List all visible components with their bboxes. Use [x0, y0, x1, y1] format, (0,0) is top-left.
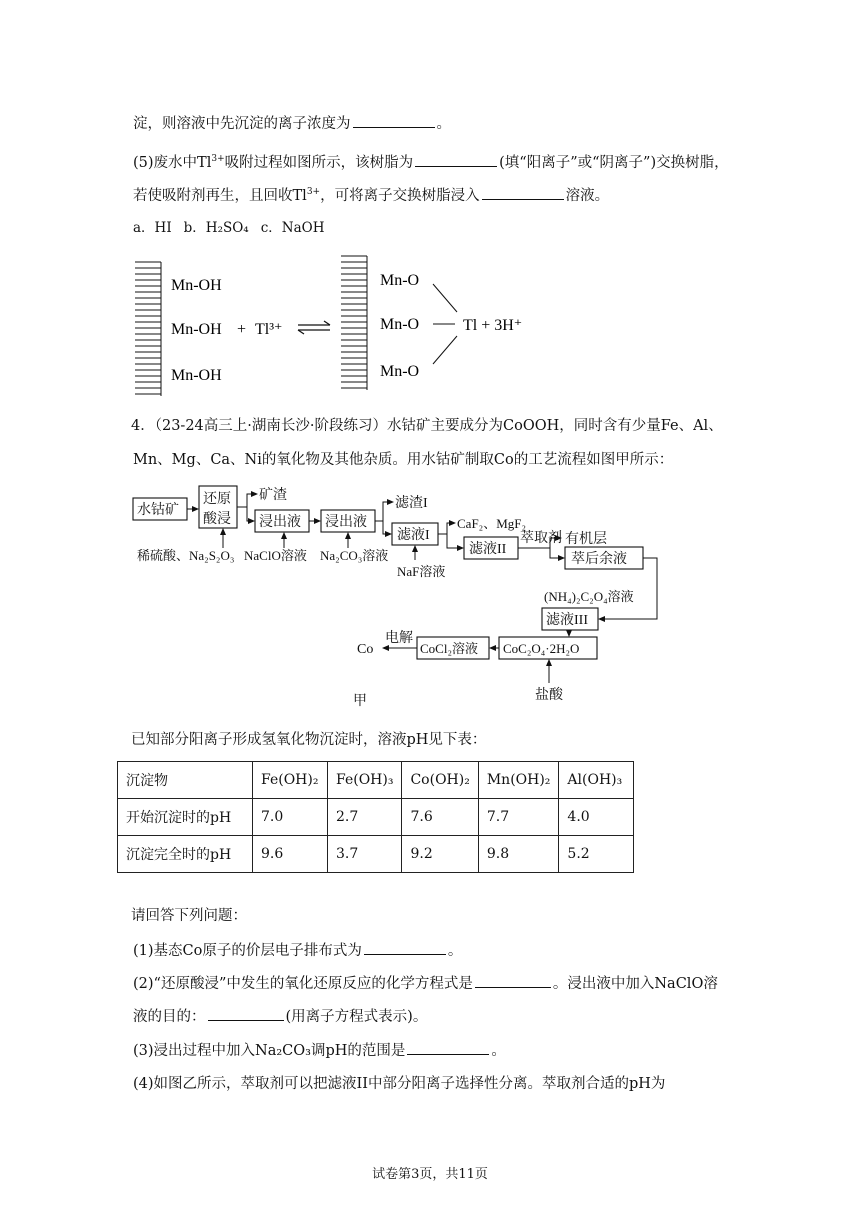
text: 溶液。 — [565, 187, 610, 204]
label-caf: CaF₂、MgF₂ — [457, 516, 527, 531]
q5-line1 — [133, 149, 729, 173]
q4-line2: Mn、Mg、Ca、Ni的氧化物及其他杂质。用水钴矿制取Co的工艺流程如图甲所示： — [133, 452, 674, 468]
label-extractant: 萃取剂 — [520, 531, 562, 546]
text: Tl — [197, 154, 212, 171]
plus-sign: + — [237, 321, 247, 338]
label-raffinate: 萃后余液 — [571, 552, 627, 567]
text: (填“阳离子”或“阴离子”)交换树脂， — [499, 154, 729, 171]
label-na2co3: Na₂CO₃溶液 — [320, 548, 389, 563]
q3 — [133, 1040, 506, 1061]
table-cell: Fe(OH)₂ — [253, 762, 328, 799]
label-chloride: CoCl₂溶液 — [420, 641, 478, 656]
label-reduce-1: 还原 — [203, 492, 231, 507]
q-prev-line1 — [133, 113, 451, 134]
label-naf: NaF溶液 — [397, 564, 446, 579]
answer-blank[interactable] — [407, 1040, 489, 1055]
label-hcl: 盐酸 — [535, 688, 563, 703]
right-group-3: Mn-O — [380, 363, 420, 380]
label-acid: 稀硫酸、Na₂S₂O₃ — [137, 548, 235, 563]
q2-line2 — [133, 1006, 427, 1027]
label-co: Co — [357, 642, 374, 657]
table-cell: 4.0 — [559, 799, 634, 836]
q5-line2 — [133, 182, 609, 206]
product: Tl + 3H⁺ — [463, 317, 523, 334]
text: 。 — [436, 116, 451, 132]
bond-lines — [433, 284, 457, 364]
process-flowchart — [125, 480, 665, 710]
resin-right-hatch — [341, 256, 367, 390]
ph-table — [117, 761, 634, 873]
label-slag: 矿渣 — [259, 488, 287, 503]
table-cell: 沉淀完全时的pH — [118, 836, 253, 873]
tl-ion: Tl³⁺ — [255, 321, 283, 338]
table-cell: Co(OH)₂ — [402, 762, 478, 799]
left-group-1: Mn-OH — [171, 277, 222, 294]
table-cell: 5.2 — [559, 836, 634, 873]
table-cell: 7.7 — [478, 799, 559, 836]
text: (1)基态Co原子的价层电子排布式为 — [133, 943, 362, 959]
table-cell: 3.7 — [328, 836, 402, 873]
label-leach2: 浸出液 — [325, 515, 367, 530]
label-reduce-2: 酸浸 — [203, 512, 231, 527]
label-filtrate2: 滤液II — [469, 542, 507, 557]
table-cell: 7.0 — [253, 799, 328, 836]
label-oxalate: CoC₂O₄·2H₂O — [503, 641, 580, 656]
table-cell: Mn(OH)₂ — [478, 762, 559, 799]
text: (3)浸出过程中加入Na₂CO₃调pH的范围是 — [133, 1043, 406, 1059]
text: (2)“还原酸浸”中发生的氧化还原反应的化学方程式是 — [133, 976, 473, 992]
answer-blank[interactable] — [208, 1006, 284, 1021]
table-header-row — [118, 762, 634, 799]
table-cell: 沉淀物 — [118, 762, 253, 799]
text: (用离子方程式表示)。 — [285, 1009, 428, 1025]
table-cell: 2.7 — [328, 799, 402, 836]
q2-line1 — [133, 973, 718, 994]
option-b[interactable]: b．H₂SO₄ — [183, 220, 249, 236]
text: 淀，则溶液中先沉淀的离子浓度为 — [133, 116, 351, 132]
text: 。浸出液中加入NaClO溶 — [552, 976, 718, 992]
table-cell: 7.6 — [402, 799, 478, 836]
answer-blank[interactable] — [353, 113, 435, 128]
q4-sub: (4)如图乙所示，萃取剂可以把滤液II中部分阳离子选择性分离。萃取剂合适的pH为 — [133, 1076, 666, 1092]
text: 3+ — [211, 154, 225, 164]
page-footer: 试卷第3页，共11页 — [372, 1167, 488, 1182]
label-nh4: (NH₄)₂C₂O₄溶液 — [544, 589, 634, 604]
table-cell: Al(OH)₃ — [559, 762, 634, 799]
q4-line1: 4．（23-24高三上·湖南长沙·阶段练习）水钴矿主要成分为CoOOH，同时含有少量Fe、Al、 — [131, 418, 723, 434]
left-group-3: Mn-OH — [171, 367, 222, 384]
table-cell: 9.6 — [253, 836, 328, 873]
label-electrolysis: 电解 — [385, 631, 413, 646]
text: ，可将离子交换树脂浸入 — [320, 187, 480, 204]
option-a[interactable]: a．HI — [133, 220, 172, 236]
q5-options — [133, 218, 336, 238]
text: (5)废水中 — [133, 154, 198, 171]
right-group-2: Mn-O — [380, 316, 420, 333]
equilibrium-arrow-icon — [298, 321, 330, 334]
left-group-2: Mn-OH — [171, 321, 222, 338]
q1 — [133, 940, 462, 961]
table-cell: Fe(OH)₃ — [328, 762, 402, 799]
label-leach1: 浸出液 — [259, 515, 301, 530]
text: 。 — [491, 1043, 506, 1059]
text: 液的目的： — [133, 1009, 206, 1025]
table-cell: 开始沉淀时的pH — [118, 799, 253, 836]
label-filtrate3: 滤液III — [546, 613, 588, 628]
label-residue: 滤渣I — [395, 496, 428, 511]
figure-caption: 甲 — [353, 694, 367, 709]
text: 若使吸附剂再生，且回收 — [133, 187, 293, 204]
answer-blank[interactable] — [482, 185, 564, 200]
answer-blank[interactable] — [364, 940, 446, 955]
answer-blank[interactable] — [415, 152, 497, 167]
resin-left-hatch — [135, 262, 161, 396]
answer-blank[interactable] — [475, 973, 551, 988]
table-cell: 9.8 — [478, 836, 559, 873]
table-intro: 已知部分阳离子形成氢氧化物沉淀时，溶液pH见下表： — [131, 732, 487, 748]
label-filtrate1: 滤液I — [397, 528, 430, 543]
text: 3+ — [306, 187, 321, 197]
right-group-1: Mn-O — [380, 272, 420, 289]
text: 吸附过程如图所示，该树脂为 — [224, 154, 414, 171]
label-naclo: NaClO溶液 — [244, 548, 307, 563]
text: Tl — [292, 187, 307, 204]
table-row — [118, 836, 634, 873]
label-ore: 水钴矿 — [137, 503, 179, 518]
option-c[interactable]: c．NaOH — [260, 220, 325, 236]
text: 。 — [447, 943, 463, 959]
resin-diagram — [125, 250, 565, 400]
table-row — [118, 799, 634, 836]
questions-intro: 请回答下列问题： — [131, 908, 247, 924]
label-organic: 有机层 — [565, 532, 607, 547]
table-cell: 9.2 — [402, 836, 478, 873]
